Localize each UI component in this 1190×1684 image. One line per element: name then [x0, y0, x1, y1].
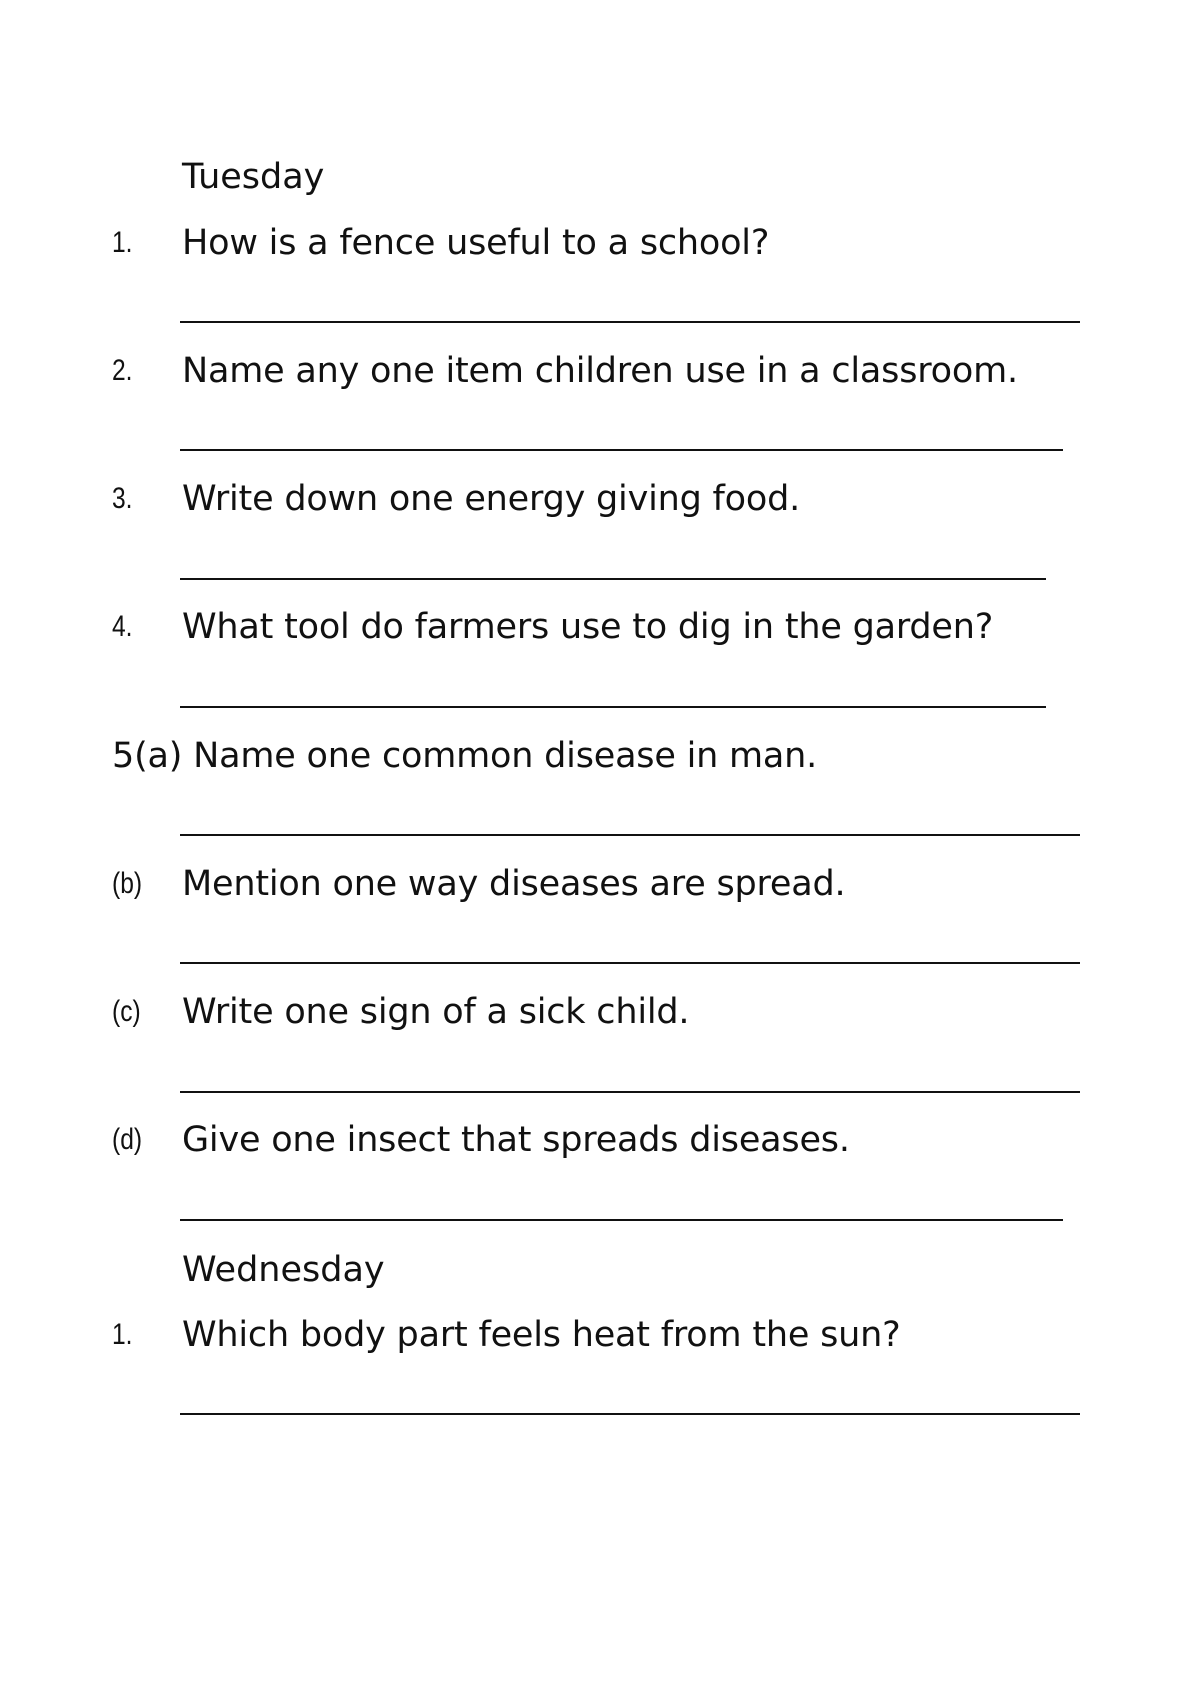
answer-line[interactable]: [180, 578, 1046, 580]
question-number: 2.: [112, 354, 133, 387]
question-text: Write down one energy giving food.: [182, 479, 801, 519]
answer-line[interactable]: [180, 1091, 1080, 1093]
question-number: (c): [112, 995, 141, 1028]
question-text: 5(a) Name one common disease in man.: [112, 736, 818, 776]
section-heading-wednesday: Wednesday: [182, 1250, 385, 1290]
question-text: What tool do farmers use to dig in the garden?: [182, 607, 994, 647]
question-text: How is a fence useful to a school?: [182, 223, 770, 263]
answer-line[interactable]: [180, 321, 1080, 323]
answer-line[interactable]: [180, 834, 1080, 836]
answer-line[interactable]: [180, 962, 1080, 964]
answer-line[interactable]: [180, 449, 1063, 451]
question-text: Mention one way diseases are spread.: [182, 864, 846, 904]
question-number: (b): [112, 867, 143, 900]
question-number: (d): [112, 1123, 143, 1156]
question-text: Which body part feels heat from the sun?: [182, 1315, 901, 1355]
question-number: 1.: [112, 1318, 133, 1351]
question-text: Name any one item children use in a classroom.: [182, 351, 1018, 391]
answer-line[interactable]: [180, 1413, 1080, 1415]
question-text: Write one sign of a sick child.: [182, 992, 690, 1032]
answer-line[interactable]: [180, 1219, 1063, 1221]
question-number: 4.: [112, 610, 133, 643]
question-number: 3.: [112, 482, 133, 515]
section-heading-tuesday: Tuesday: [182, 157, 325, 197]
answer-line[interactable]: [180, 706, 1046, 708]
question-number: 1.: [112, 226, 133, 259]
question-text: Give one insect that spreads diseases.: [182, 1120, 850, 1160]
